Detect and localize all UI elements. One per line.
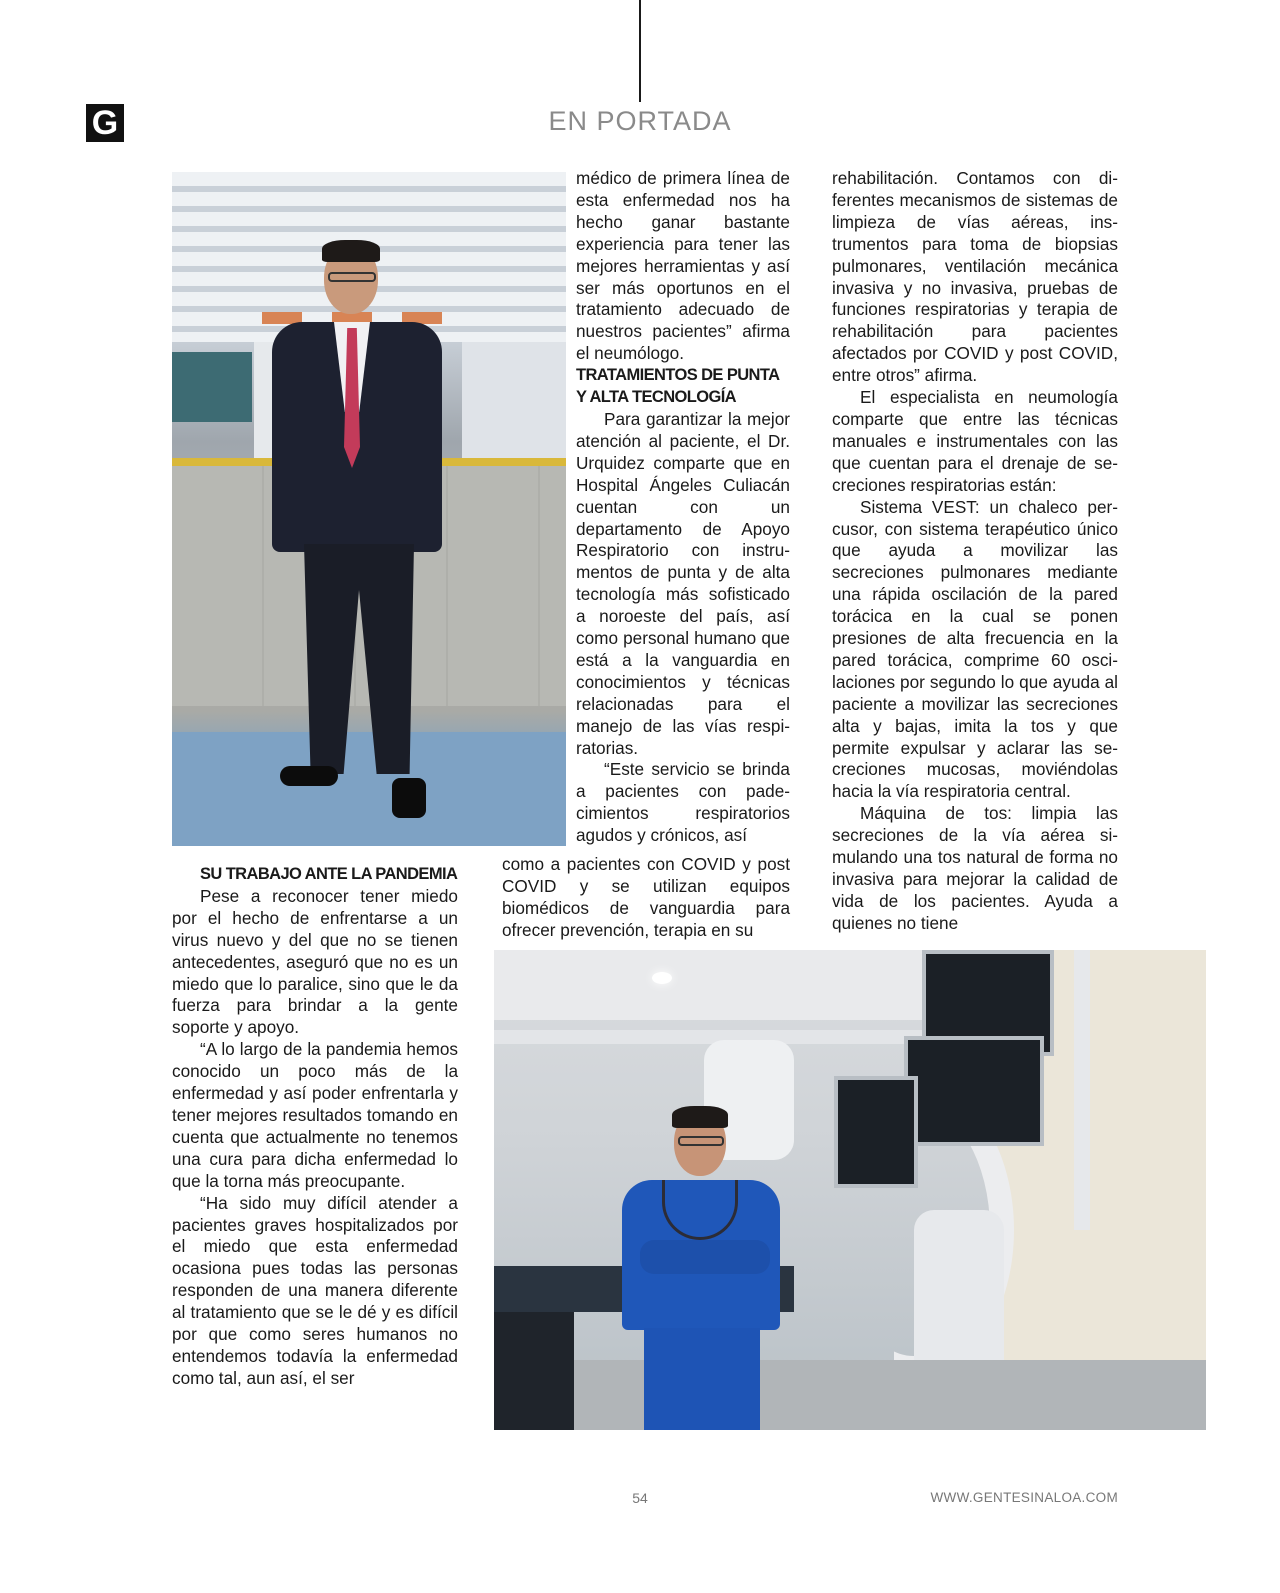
- paragraph: “Ha sido muy difícil atender a pacientes graves hospitalizados por el miedo que esta enfermedad ocasiona pues todas las personas responden de una manera diferente al tratamiento que se le dé y es difícil por que como seres humanos no entendemos todavía la enfermedad como tal, aun así, el ser: [172, 1192, 458, 1388]
- paragraph: “Este servicio se brinda a pacientes con padecimientos respiratorios agudos y crónicos, así: [576, 759, 790, 846]
- man-in-suit-figure: [272, 244, 472, 824]
- glasses: [328, 272, 376, 282]
- paragraph: “A lo largo de la pandemia hemos conocido un poco más de la enfermedad y así poder enfrentarla y tener mejores resultados tomando en cuenta que actualmente no tenemos una cura para dicha enfermedad lo que la torna más preocupante.: [172, 1039, 458, 1191]
- column-c: [832, 168, 1118, 935]
- column-b-bottom: [502, 854, 790, 942]
- photo-doctor-in-scrubs: [494, 950, 1206, 1430]
- scrubs-pants: [644, 1328, 760, 1430]
- paragraph: Sistema VEST: un chaleco percusor, con sistema terapéutico único que ayuda a movilizar las secreciones pulmonares mediante una rápida oscilación de la pared torácica en la cual se ponen presiones de alta frecuencia en la pared torácica, comprime 60 oscilaciones por segundo lo que ayuda al paciente a movilizar las secreciones alta y bajas, imita la tos y que permite expulsar y aclarar las secreciones mucosas, moviéndolas hacia la vía respiratoria central.: [832, 496, 1118, 802]
- section-title: EN PORTADA: [548, 106, 732, 136]
- paragraph: como a pacientes con COVID y post COVID y se utilizan equipos biomédicos de vanguardia para ofrecer prevención, terapia en su: [502, 854, 790, 940]
- table-base: [494, 1312, 574, 1430]
- hair: [322, 240, 380, 262]
- shoe-left: [280, 766, 338, 786]
- photo-man-in-suit: [172, 172, 566, 846]
- paragraph: médico de primera línea de esta enfermedad nos ha hecho ganar bastante experiencia para tener las mejores herramientas y así ser más oportunos en el tratamiento adecuado de nuestros pacientes” afirma el neumólogo.: [576, 168, 790, 364]
- page-number: 54: [632, 1490, 648, 1506]
- heading-pandemia: SU TRABAJO ANTE LA PANDEMIA: [200, 865, 458, 883]
- column-a: [172, 864, 458, 1390]
- hair: [672, 1106, 728, 1128]
- column-b-top: [576, 168, 790, 847]
- paragraph: El especialista en neumología comparte que entre las técnicas manuales e instrumentales con las que cuentan para el drenaje de secreciones respiratorias están:: [832, 387, 1118, 495]
- paragraph: Pese a reconocer tener miedo por el hecho de enfrentarse a un virus nuevo y del que no se tienen antecedentes, aseguró que no es un miedo que lo paralice, sino que le da fuerza para brindar a la gente soporte y apoyo.: [172, 885, 458, 1038]
- ceiling-light: [652, 972, 672, 984]
- footer-url: WWW.GENTESINALOA.COM: [930, 1490, 1118, 1505]
- shoe-right: [392, 778, 426, 818]
- building-glass: [172, 352, 252, 422]
- magazine-logo: G: [86, 104, 124, 142]
- paragraph: rehabilitación. Contamos con diferentes mecanismos de sistemas de limpieza de vías aéreas, instrumentos para toma de biopsias pulmonares, ventilación mecánica invasiva y no invasiva, pruebas de funciones respiratorias y terapia de rehabilitación para pacientes afectados por COVID y post COVID, entre otros” afirma.: [832, 168, 1118, 386]
- top-divider-line: [639, 0, 641, 102]
- heading-tratamientos: TRATAMIENTOS DE PUNTA Y ALTA TECNOLOGÍA: [576, 366, 779, 407]
- paragraph: Para garantizar la mejor atención al paciente, el Dr. Urquidez comparte que en Hospital Ángeles Culiacán cuentan con un departamento de Apoyo Respiratorio con instrumentos de punta y de alta tecnología más sofisticado a noroeste del país, así como personal humano que está a la vanguardia en conocimientos y técnicas relacionadas para el manejo de las vías respiratorias.: [576, 408, 790, 758]
- monitor: [904, 1036, 1044, 1146]
- building-wall: [462, 342, 566, 462]
- monitor-boom: [1074, 950, 1090, 1230]
- trousers: [304, 544, 414, 774]
- glasses: [678, 1136, 724, 1146]
- crossed-arms: [640, 1240, 770, 1274]
- doctor-figure: [622, 1110, 792, 1430]
- floor: [494, 1360, 1206, 1430]
- monitor: [834, 1076, 918, 1188]
- paragraph: Máquina de tos: limpia las secreciones de la vía aérea simulando una tos natural de forma no invasiva para mejorar la calidad de vida de los pacientes. Ayuda a quienes no tiene: [832, 803, 1118, 933]
